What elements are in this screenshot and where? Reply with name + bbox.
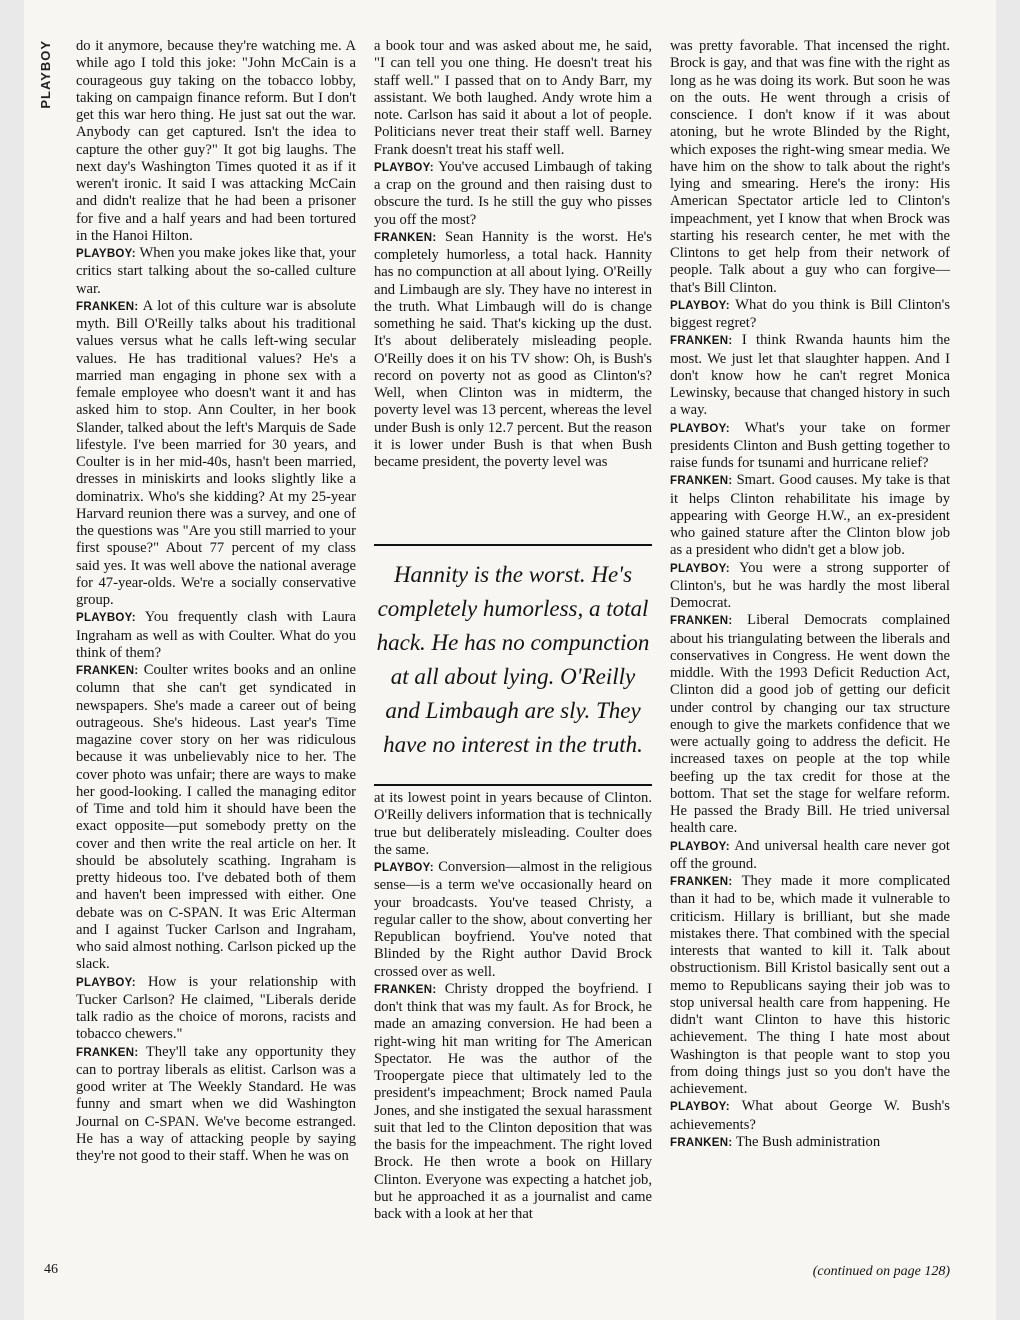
- speaker-label: PLAYBOY:: [670, 299, 730, 312]
- paragraph: [374, 859, 652, 981]
- paragraph-text: And universal health care never got off the ground.: [670, 837, 950, 872]
- paragraph: [670, 560, 950, 613]
- paragraph-text: Coulter writes books and an online column that she can't get syndicated in newspapers. She's made a career out of being outrageous. She's hideous. Last year's Time magazine cover story on her was ridiculous because it was unbelievably nice to her. The cover photo was unfair; there are ways to make her good-looking. I called the managing editor of Time and told him it should have been the exact opposite—put somebody pretty on the cover and then write the real article on her. It should be absolutely scathing. Ingraham is pretty hideous too. I've debated both of them and haven't been impressed with either. One debate was on C-SPAN. It was Eric Alterman and I against Tucker Carlson and Ingraham, who said almost nothing. Carlson picked up the slack.: [76, 662, 356, 973]
- paragraph-text: Liberal Democrats complained about his triangulating between the liberals and conservatives in Congress. He went down the middle. With the 1993 Deficit Reduction Act, Clinton did a good job of getting our deficit under control by changing our tax structure enough to give the markets confidence that we were actually going to address the deficit. He increased taxes on people at the top while beefing up the tax credit for those at the bottom. That set the stage for welfare reform. He passed the Brady Bill. He tried universal health care.: [670, 612, 950, 837]
- speaker-label: FRANKEN:: [670, 475, 733, 488]
- paragraph-text: A lot of this culture war is absolute myth. Bill O'Reilly talks about his traditional values versus what he calls left-wing secular values. He has traditional values? He's a married man engaging in phone sex with a female employee who doesn't want it and has asked him to stop. Ann Coulter, in her book Slander, talked about the left's Marquis de Sade lifestyle. I've been married for 30 years, and Coulter is in her mid-40s, hasn't been married, dresses in miniskirts and looks slightly like a dominatrix. Who's she kidding? At my 25-year Harvard reunion there was a survey, and one of the questions was "Are you still married to your first spouse?" About 77 percent of my class said yes. It was well above the national average for 47-year-olds. We're a socially conservative group.: [76, 297, 357, 608]
- speaker-label: FRANKEN:: [374, 231, 437, 244]
- speaker-label: FRANKEN:: [76, 1046, 139, 1059]
- speaker-label: FRANKEN:: [670, 876, 733, 888]
- paragraph: [374, 159, 652, 229]
- paragraph: [76, 974, 356, 1044]
- paragraph-text: do it anymore, because they're watching me. A while ago I told this joke: "John McCain is a courageous guy taking on the tobacco lobby, taking on campaign finance reform. But I don't get this war hero thing. He just sat out the war. Anybody can get captured. Isn't the idea to capture the other guy?" It got big laughs. The next day's Washington Times quoted it as if it weren't ironic. It said I was attacking McCain and didn't realize that he had been a prisoner for five and a half years and had been tortured in the Hanoi Hilton.: [76, 38, 356, 244]
- speaker-label: FRANKEN:: [670, 615, 733, 628]
- paragraph: [374, 229, 652, 472]
- text-column-1: [76, 38, 356, 1165]
- paragraph: [670, 297, 950, 333]
- continued-note: (continued on page 128): [812, 1264, 950, 1279]
- page-number: 46: [44, 1262, 58, 1277]
- pull-quote: Hannity is the worst. He's completely humorless, a total hack. He has no compunction at all about lying. O'Reilly and Limbaugh are sly. They have no interest in the truth.: [374, 544, 652, 786]
- speaker-label: FRANKEN:: [374, 983, 437, 996]
- speaker-label: PLAYBOY:: [76, 248, 136, 260]
- paragraph: [76, 662, 356, 974]
- side-title: PLAYBOY: [38, 40, 53, 109]
- paragraph: [374, 790, 652, 859]
- paragraph-text: Smart. Good causes. My take is that it helps Clinton rehabilitate his image by appearing with George H.W., an ex-president who gained stature after the Clinton blow job as a president who didn't get a blow job.: [670, 472, 951, 559]
- paragraph: [76, 1044, 356, 1166]
- speaker-label: PLAYBOY:: [374, 862, 434, 874]
- paragraph: [670, 1098, 950, 1134]
- paragraph-text: You were a strong supporter of Clinton's, but he was hardly the most liberal Democrat.: [670, 559, 950, 611]
- paragraph-text: Christy dropped the boyfriend. I don't think that was my fault. As for Brock, he made an amazing conversion. He had been a right-wing hit man writing for The American Spectator. He was the author of the Troopergate piece that ultimately led to the president's impeachment; Brock named Paula Jones, and she instigated the sexual harassment suit that led to the Clinton deposition that was the basis for the impeachment. The right loved Brock. He then wrote a book on Hillary Clinton. Everyone was expecting a hatchet job, but he approached it as a journalist and came back with a look at her that: [374, 980, 652, 1222]
- paragraph-text: a book tour and was asked about me, he said, "I can tell you one thing. He doesn't treat his staff well." I passed that on to Andy Barr, my assistant. We both laughed. Andy wrote him a note. Carlson has said it about a lot of people. Politicians never treat their staff well. Barney Frank doesn't treat his staff well.: [374, 38, 652, 158]
- paragraph: [670, 420, 950, 473]
- paragraph-text: How is your relationship with Tucker Carlson? He claimed, "Liberals deride talk radio as the choice of morons, racists and tobacco chewers.": [76, 973, 356, 1043]
- speaker-label: FRANKEN:: [76, 300, 139, 313]
- speaker-label: PLAYBOY:: [374, 161, 434, 174]
- paragraph: [670, 472, 950, 559]
- paragraph-text: What about George W. Bush's achievements?: [670, 1098, 950, 1133]
- paragraph: [670, 612, 950, 837]
- paragraph-text: You've accused Limbaugh of taking a crap on the ground and then raising dust to obscure the turd. Is he still the guy who pisses you off the most?: [374, 158, 652, 228]
- paragraph-text: was pretty favorable. That incensed the right. Brock is gay, and that was fine with the right as long as he was doing its work. But soon he was on the outs. He went through a crisis of conscience. I don't know if it was about atoning, but he wrote Blinded by the Right, which exposes the right-wing smear media. We have him on the show to talk about the right's lying and smearing. Here's the irony: His American Spectator article led to Clinton's impeachment, yet I know that when Brock was starting his research center, he met with the Clintons to get help from their network of people. Talk about a guy who can forgive—that's Bill Clinton.: [670, 38, 950, 296]
- paragraph-text: They made it more complicated than it had to be, which made it vulnerable to criticism. Hillary is brilliant, but she made mistakes there. That combined with the special interests that wanted to kill it. Talk about obstructionism. Bill Kristol basically sent out a memo to Republicans saying their job was to stop universal health care from happening. He didn't want Clinton to have this historic achievement. The thing I hate most about Washington is that people want to stop you from doing things just so you don't have the achievement.: [670, 873, 951, 1097]
- speaker-label: PLAYBOY:: [76, 976, 136, 989]
- paragraph-text: They'll take any opportunity they can to portray liberals as elitist. Carlson was a good writer at The Weekly Standard. He was funny and smart when we did Washington Journal on C-SPAN. We've become estranged. He has a way of attacking people by saying they're not good to their staff. When he was on: [76, 1043, 356, 1164]
- paragraph-text: Sean Hannity is the worst. He's completely humorless, a total hack. Hannity has no compunction at all about lying. O'Reilly and Limbaugh are sly. They have no interest in the truth. What Limbaugh will do is change something he said. That's kicking up the dust. It's about deliberately misleading people. O'Reilly does it on his TV show: Oh, is Bush's record on poverty not as good as Clinton's? Well, when Clinton was in midterm, the poverty level was 13 percent, whereas the level under Bush is only 12.7 percent. But the reason it is lower under Bush is that when Bush became president, the poverty level was: [374, 228, 652, 470]
- speaker-label: FRANKEN:: [76, 665, 139, 677]
- text-column-2: [374, 38, 652, 471]
- paragraph-text: You frequently clash with Laura Ingraham as well as with Coulter. What do you think of them?: [76, 609, 357, 661]
- paragraph-text: What do you think is Bill Clinton's biggest regret?: [670, 296, 950, 331]
- paragraph: [670, 1134, 950, 1152]
- text-column-2-bottom: [374, 790, 652, 1223]
- paragraph: [76, 609, 356, 662]
- paragraph: [374, 38, 652, 159]
- paragraph: [76, 38, 356, 245]
- paragraph-text: Conversion—almost in the religious sense—is a term we've occasionally heard on your broadcasts. You've teased Christy, a regular caller to the show, about converting her Republican boyfriend. You've noted that Blinded by the Right author David Brock crossed over as well.: [374, 859, 652, 980]
- paragraph-text: at its lowest point in years because of Clinton. O'Reilly delivers information that is technically true but deliberately misleading. Coulter does the same.: [374, 790, 652, 858]
- paragraph: [374, 981, 652, 1224]
- paragraph-text: The Bush administration: [735, 1133, 881, 1150]
- paragraph: [670, 873, 950, 1098]
- speaker-label: PLAYBOY:: [670, 422, 730, 435]
- speaker-label: FRANKEN:: [670, 335, 733, 348]
- speaker-label: PLAYBOY:: [670, 562, 730, 575]
- text-column-3: [670, 38, 950, 1152]
- speaker-label: FRANKEN:: [670, 1136, 733, 1149]
- paragraph: [76, 245, 356, 298]
- paragraph: [76, 298, 356, 610]
- paragraph: [670, 838, 950, 874]
- paragraph: [670, 38, 950, 297]
- paragraph: [670, 332, 950, 419]
- paragraph-text: What's your take on former presidents Clinton and Bush getting together to raise funds for tsunami and hurricane relief?: [670, 419, 950, 471]
- paragraph-text: When you make jokes like that, your critics start talking about the so-called culture war.: [76, 245, 357, 297]
- speaker-label: PLAYBOY:: [670, 1101, 730, 1114]
- paragraph-text: I think Rwanda haunts him the most. We just let that slaughter happen. And I don't know how he can't regret Monica Lewinsky, because that changed history in such a way.: [670, 332, 950, 419]
- speaker-label: PLAYBOY:: [670, 840, 730, 853]
- speaker-label: PLAYBOY:: [76, 612, 136, 625]
